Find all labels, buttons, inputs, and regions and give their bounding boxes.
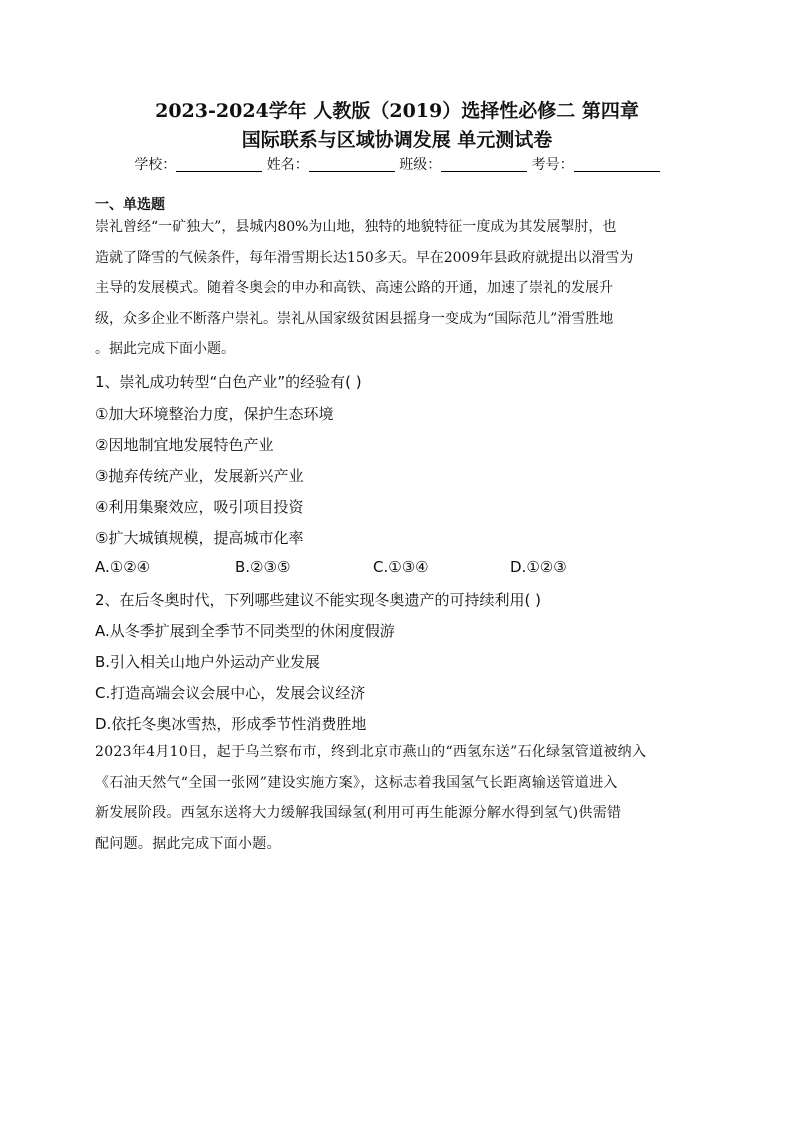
passage-line: 级，众多企业不断落户崇礼。崇礼从国家级贫困县摇身一变成为“国际范儿”滑雪胜地 <box>95 310 614 327</box>
passage-line: 崇礼曾经“一矿独大”，县城内80%为山地，独特的地貌特征一度成为其发展掣肘，也 <box>95 219 617 235</box>
school-label: 学校： <box>134 157 177 173</box>
option-c[interactable]: C.打造高端会议会展中心，发展会议经济 <box>95 684 366 702</box>
name-blank[interactable] <box>309 157 395 172</box>
class-blank[interactable] <box>441 157 527 172</box>
option-c[interactable]: C.①③④ <box>373 558 429 576</box>
option-b[interactable]: B.引入相关山地户外运动产业发展 <box>95 653 321 671</box>
option-a[interactable]: A.从冬季扩展到全季节不同类型的休闲度假游 <box>95 622 395 640</box>
name-label: 姓名： <box>266 157 309 173</box>
passage-line: 《石油天然气“全国一张网”建设实施方案》，这标志着我国氢气长距离输送管道进入 <box>95 774 618 791</box>
student-info-row <box>0 154 794 174</box>
option-a[interactable]: A.①②④ <box>95 558 151 576</box>
reading-passage-2 <box>95 737 703 859</box>
passage-line: 2023年4月10日，起于乌兰察布市，终到北京市燕山的“西氢东送”石化绿氢管道被纳入 <box>95 744 647 760</box>
question-1-item: ④利用集聚效应，吸引项目投资 <box>95 498 304 516</box>
number-blank[interactable] <box>574 157 660 172</box>
section-heading: 一、单选题 <box>95 197 165 213</box>
question-1-item: ③抛弃传统产业，发展新兴产业 <box>95 467 304 485</box>
passage-line: 造就了降雪的气候条件，每年滑雪期长达150多天。早在2009年县政府就提出以滑雪为 <box>95 249 634 266</box>
school-blank[interactable] <box>176 157 262 172</box>
question-1-stem: 1、崇礼成功转型“白色产业”的经验有( ) <box>95 373 362 391</box>
passage-line: 。据此完成下面小题。 <box>95 341 235 357</box>
question-1-item: ⑤扩大城镇规模，提高城市化率 <box>95 529 304 547</box>
reading-passage-1 <box>95 212 703 365</box>
passage-line: 主导的发展模式。随着冬奥会的申办和高铁、高速公路的开通，加速了崇礼的发展升 <box>95 280 613 296</box>
option-d[interactable]: D.依托冬奥冰雪热，形成季节性消费胜地 <box>95 715 367 733</box>
option-d[interactable]: D.①②③ <box>510 558 567 576</box>
class-label: 班级： <box>399 157 442 173</box>
number-label: 考号： <box>531 157 574 173</box>
option-b[interactable]: B.②③⑤ <box>235 558 291 576</box>
passage-line: 新发展阶段。西氢东送将大力缓解我国绿氢(利用可再生能源分解水得到氢气)供需错 <box>95 805 622 821</box>
passage-line: 配问题。据此完成下面小题。 <box>95 835 281 852</box>
exam-title-line2: 国际联系与区域协调发展 单元测试卷 <box>241 129 553 151</box>
exam-title-line1: 2023-2024学年 人教版（2019）选择性必修二 第四章 <box>155 100 639 122</box>
question-2-stem: 2、在后冬奥时代，下列哪些建议不能实现冬奥遗产的可持续利用( ) <box>95 591 542 609</box>
question-1-item: ①加大环境整治力度，保护生态环境 <box>95 405 334 423</box>
question-1-item: ②因地制宜地发展特色产业 <box>95 436 274 454</box>
